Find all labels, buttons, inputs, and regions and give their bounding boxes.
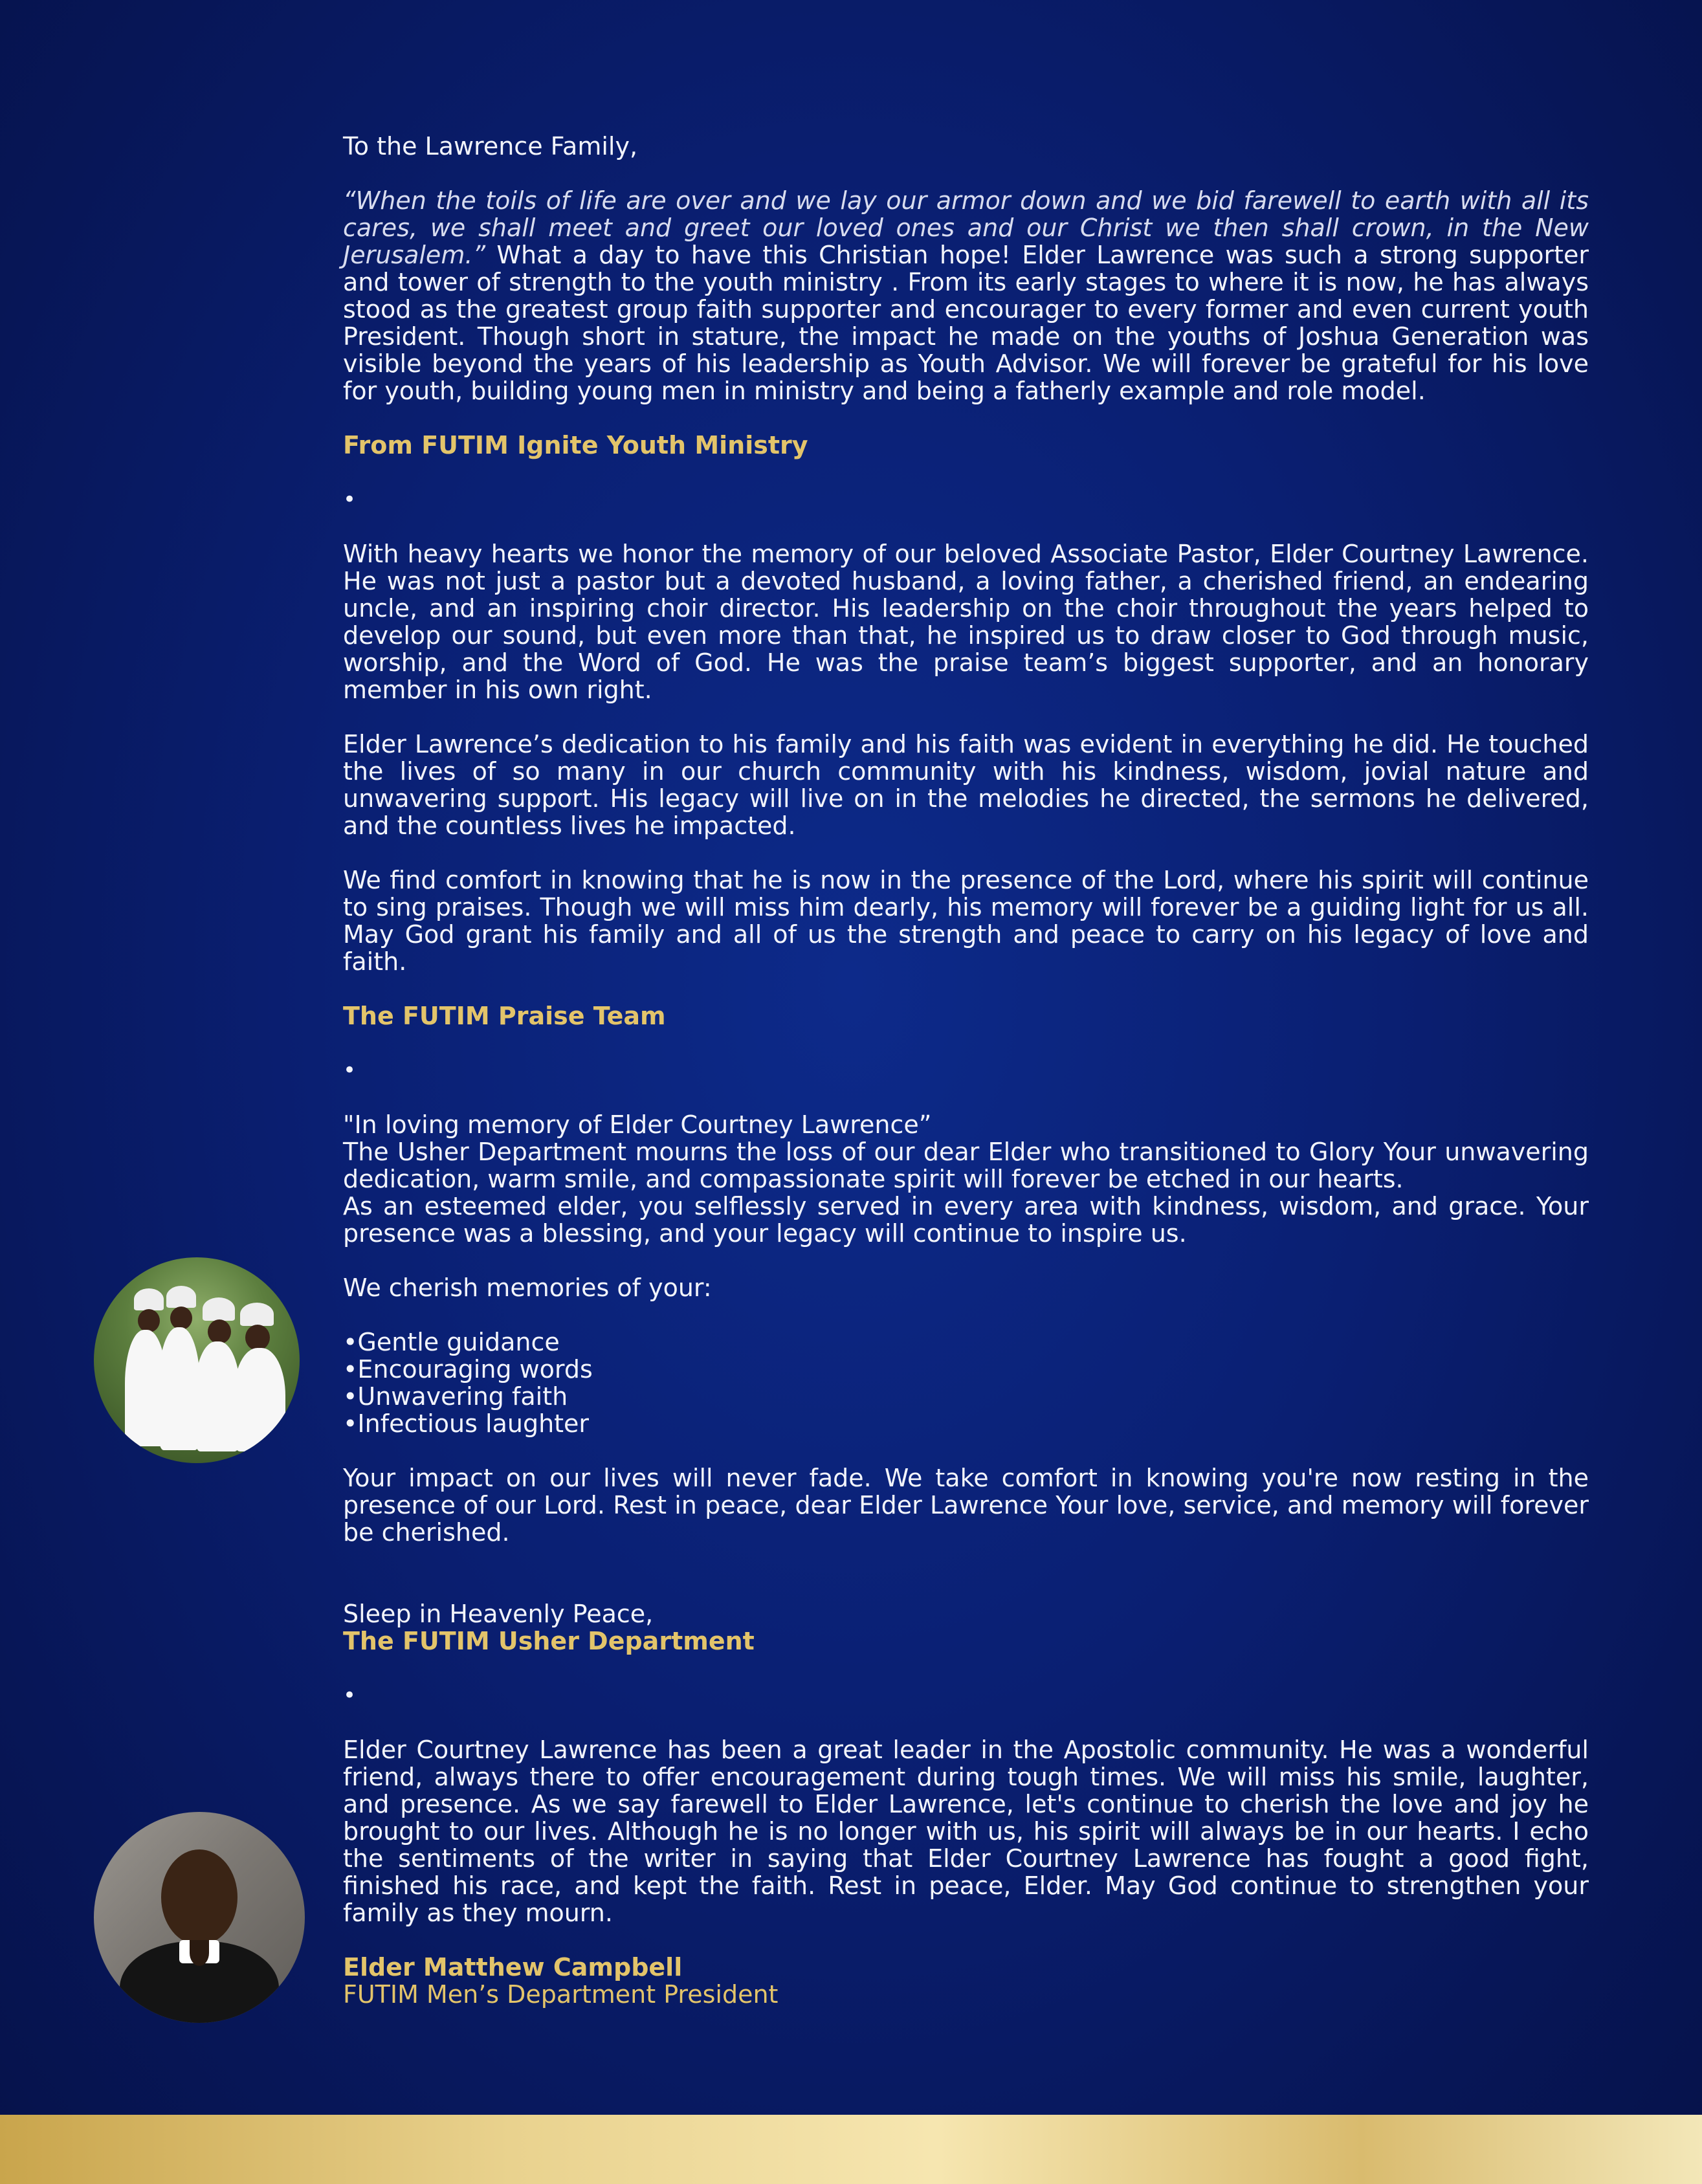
usher-closing: Your impact on our lives will never fade. We take comfort in knowing you're now resting in the presence of our Lord. Rest in peace, dear Elder Lawrence Your love, service, and memory will forever be cherished. [343, 1464, 1589, 1547]
list-item: •Infectious laughter [343, 1409, 590, 1438]
signature-title: FUTIM Men’s Department President [343, 1980, 779, 2009]
tribute-content [343, 133, 1589, 2008]
usher-cherish-intro: We cherish memories of your: [343, 1274, 712, 1302]
elder-campbell-portrait [94, 1812, 305, 2023]
memories-list [343, 1329, 1589, 1437]
signature-name: Elder Matthew Campbell [343, 1953, 683, 1981]
salutation: To the Lawrence Family, [343, 132, 638, 160]
signature-youth-ministry: From FUTIM Ignite Youth Ministry [343, 431, 808, 459]
list-item: •Encouraging words [343, 1355, 593, 1384]
separator-bullet: • [343, 1057, 357, 1083]
usher-line-1: The Usher Department mourns the loss of our dear Elder who transitioned to Glory Your unwavering dedication, warm smile, and compassionate spirit will forever be etched in our hearts. [343, 1138, 1589, 1193]
hymn-quote: “When the toils of life are over and we lay our armor down and we bid farewell to earth with all its cares, we shall meet and greet our loved ones and our Christ we then shall crown, in the New Jerusalem.” [343, 186, 1589, 269]
usher-heading: "In loving memory of Elder Courtney Lawrence” [343, 1110, 932, 1139]
praise-paragraph-3: We find comfort in knowing that he is now in the presence of the Lord, where his spirit will continue to sing praises. Though we will miss him dearly, his memory will forever be a guiding light for us all. May God grant his family and all of us the strength and peace to carry on his legacy of love and faith. [343, 866, 1589, 976]
separator-bullet: • [343, 487, 357, 513]
list-item: •Gentle guidance [343, 1328, 560, 1356]
tribute-youth-ministry [343, 187, 1589, 404]
signature-usher-department: The FUTIM Usher Department [343, 1627, 755, 1655]
usher-line-2: As an esteemed elder, you selflessly served in every area with kindness, wisdom, and grace. Your presence was a blessing, and your legacy will continue to inspire us. [343, 1192, 1589, 1248]
mens-department-body: Elder Courtney Lawrence has been a great leader in the Apostolic community. He was a wonderful friend, always there to offer encouragement during tough times. We will miss his smile, laughter, and presence. As we say farewell to Elder Lawrence, let's continue to cherish the love and joy he brought to our lives. Although he is no longer with us, his spirit will always be in our hearts. I echo the sentiments of the writer in saying that Elder Courtney Lawrence has fought a good fight, finished his race, and kept the faith. Rest in peace, Elder. May God continue to strengthen your family as they mourn. [343, 1736, 1589, 1927]
signature-praise-team: The FUTIM Praise Team [343, 1002, 666, 1030]
gold-footer-bar [0, 2115, 1702, 2184]
usher-valediction: Sleep in Heavenly Peace, [343, 1600, 654, 1628]
praise-paragraph-1: With heavy hearts we honor the memory of our beloved Associate Pastor, Elder Courtney Lawrence. He was not just a pastor but a devoted husband, a loving father, a cherished friend, an endearing uncle, and an inspiring choir director. His leadership on the choir throughout the years helped to develop our sound, but even more than that, he inspired us to draw closer to God through music, worship, and the Word of God. He was the praise team’s biggest supporter, and an honorary member in his own right. [343, 540, 1589, 704]
tribute-youth-body: What a day to have this Christian hope! Elder Lawrence was such a strong supporter and tower of strength to the youth ministry . From its early stages to where it is now, he has always stood as the greatest group faith supporter and encourager to every former and even current youth President. Though short in stature, the impact he made on the youths of Joshua Generation was visible beyond the years of his leadership as Youth Advisor. We will forever be grateful for his love for youth, building young men in ministry and being a fatherly example and role model. [343, 241, 1589, 405]
separator-bullet: • [343, 1682, 357, 1708]
usher-group-photo [94, 1257, 300, 1463]
list-item: •Unwavering faith [343, 1382, 568, 1411]
praise-paragraph-2: Elder Lawrence’s dedication to his family and his faith was evident in everything he did. He touched the lives of so many in our church community with his kindness, wisdom, jovial nature and unwavering support. His legacy will live on in the melodies he directed, the sermons he delivered, and the countless lives he impacted. [343, 730, 1589, 840]
